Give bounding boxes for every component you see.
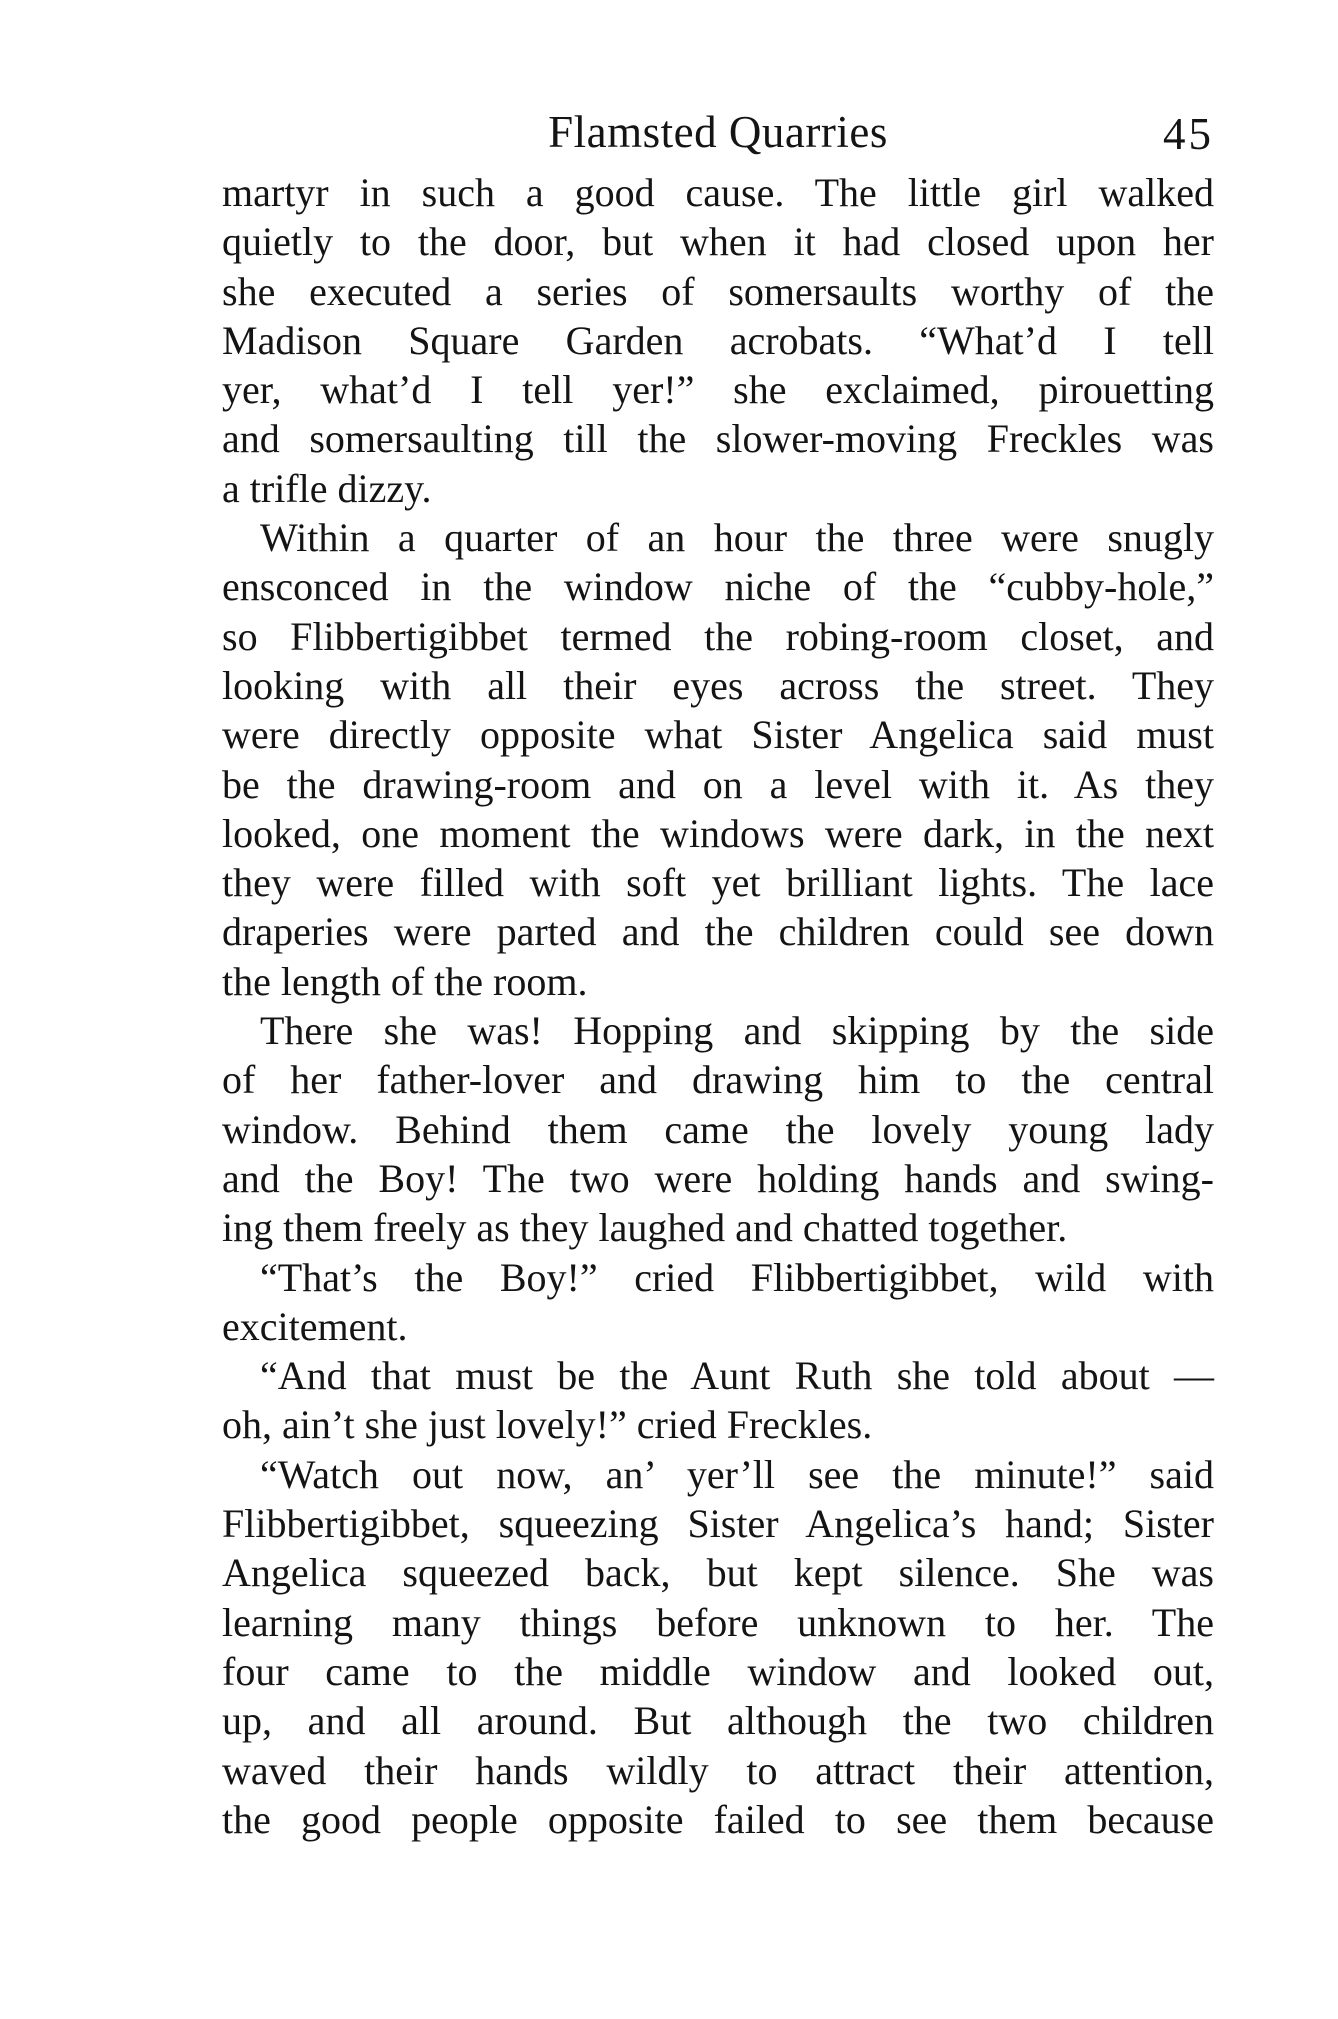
paragraph (222, 1351, 1214, 1450)
text-line: ensconced in the window niche of the “cubby-hole,” (222, 564, 1214, 610)
text-line: There she was! Hopping and skipping by the side (260, 1008, 1214, 1054)
text-line: “Watch out now, an’ yer’ll see the minute!” said (260, 1451, 1214, 1497)
text-line: be the drawing-room and on a level with it. As they (222, 761, 1214, 807)
paragraph (222, 168, 1214, 513)
text-line: and somersaulting till the slower-moving Freckles was (222, 416, 1214, 462)
paragraph (222, 1253, 1214, 1352)
running-head (222, 106, 1214, 168)
text-line: Angelica squeezed back, but kept silence. She was (222, 1550, 1214, 1596)
text-line: window. Behind them came the lovely young lady (222, 1106, 1214, 1152)
text-line: Flibbertigibbet, squeezing Sister Angelica’s hand; Sister (222, 1501, 1214, 1547)
text-line: the length of the room. (222, 958, 588, 1004)
text-line: excitement. (222, 1303, 408, 1349)
text-line: up, and all around. But although the two children (222, 1698, 1214, 1744)
text-line: four came to the middle window and looked out, (222, 1648, 1214, 1694)
text-line: quietly to the door, but when it had closed upon her (222, 219, 1214, 265)
text-line: and the Boy! The two were holding hands and swing- (222, 1155, 1214, 1201)
text-line: learning many things before unknown to her. The (222, 1599, 1214, 1645)
text-line: yer, what’d I tell yer!” she exclaimed, pirouetting (222, 367, 1214, 413)
text-line: they were filled with soft yet brilliant lights. The lace (222, 860, 1214, 906)
text-line: were directly opposite what Sister Angelica said must (222, 712, 1214, 758)
text-line: “That’s the Boy!” cried Flibbertigibbet, wild with (260, 1254, 1214, 1300)
text-line: looking with all their eyes across the street. They (222, 662, 1214, 708)
paragraph (222, 513, 1214, 1006)
page-number: 45 (1163, 109, 1214, 159)
paragraph (222, 1006, 1214, 1252)
text-line: of her father-lover and drawing him to the central (222, 1057, 1214, 1103)
running-title: Flamsted Quarries (548, 107, 888, 157)
body-text (222, 168, 1214, 1844)
text-line: waved their hands wildly to attract their attention, (222, 1747, 1214, 1793)
text-line: martyr in such a good cause. The little girl walked (222, 170, 1214, 215)
paragraph (222, 1450, 1214, 1844)
text-line: ing them freely as they laughed and chatted together. (222, 1205, 1068, 1251)
text-line: oh, ain’t she just lovely!” cried Freckles. (222, 1402, 873, 1448)
book-page (222, 106, 1214, 1844)
text-line: the good people opposite failed to see them because (222, 1796, 1214, 1842)
text-line: Within a quarter of an hour the three were snugly (260, 515, 1214, 561)
text-line: she executed a series of somersaults worthy of the (222, 268, 1214, 314)
text-line: “And that must be the Aunt Ruth she told about — (260, 1353, 1214, 1399)
text-line: a trifle dizzy. (222, 465, 432, 511)
text-line: looked, one moment the windows were dark, in the next (222, 810, 1214, 856)
text-line: so Flibbertigibbet termed the robing-room closet, and (222, 613, 1214, 659)
text-line: draperies were parted and the children could see down (222, 909, 1214, 955)
text-line: Madison Square Garden acrobats. “What’d I tell (222, 317, 1214, 363)
